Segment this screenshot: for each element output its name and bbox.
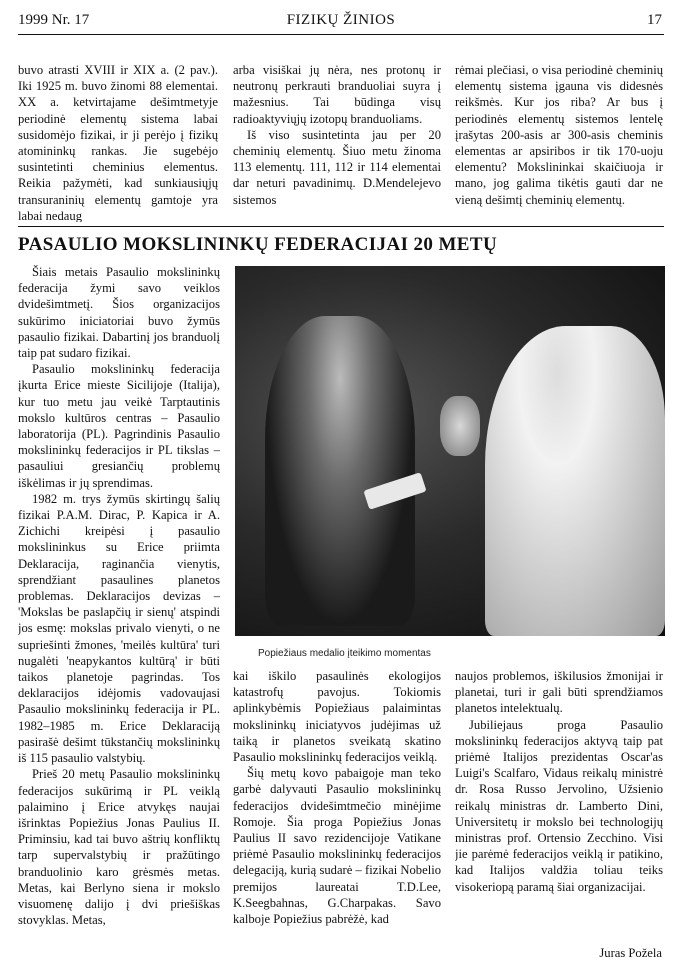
page-number: 17	[647, 12, 662, 28]
article-column-1	[18, 264, 220, 944]
paragraph: Šių metų kovo pabaigoje man teko garbė dalyvauti Pasaulio mokslininkų federacijos dvidešimtmečio minėjime Romoje. Šia proga Popiežius Jonas Paulius II savo rezidencijoje Vatikane priėmė Pasaulio mokslininkų federacijos delegaciją, kurią sudarė – fizikai Nobelio premijos laureatai T.D.Lee, K.Seegbahnas, G.Charpakas. Savo kalboje Popiežius pabrėžė, kad	[233, 766, 441, 927]
photo-figure-left	[265, 316, 415, 626]
paragraph: Iš viso susintetinta jau per 20 cheminių elementų. Šiuo metu žinoma 113 elementų. 111, 112 ir 114 elementai dar neturi pavadinimų. D.Mendelejevo sistemos	[233, 127, 441, 207]
top-column-1	[18, 62, 218, 222]
paragraph: Jubiliejaus proga Pasaulio mokslininkų federacijos aktyvą taip pat priėmė Italijos prezidentas Oscar'as Luigi's Scalfaro, Vidaus reikalų ministrė dr. Rosa Russo Jervolino, Užsienio reikalų ministras dr. Lamberto Dini, Universitetų ir mokslo bei technologijų ministras prof. Ortensio Zecchino. Visi jie parėmė federacijos veiklą ir patikino, kad Italijos valdžia toliau teiks visokeriopą paramą šiai organizacijai.	[455, 717, 663, 894]
top-column-2	[233, 62, 441, 222]
author-signature: Juras Požela	[599, 946, 662, 960]
photo-hand	[440, 396, 480, 456]
article-title: PASAULIO MOKSLININKŲ FEDERACIJAI 20 METŲ	[18, 234, 498, 255]
section-divider	[18, 226, 664, 227]
photo-medal-presentation	[235, 266, 665, 636]
paragraph: buvo atrasti XVIII ir XIX a. (2 pav.). Iki 1925 m. buvo žinomi 88 elementai. XX a. ketvirtajame dešimtmetyje periodinė elementų sistema labai susidomėjo fizikai, ir ji perėjo į fizikų atomininkų rankas. Jie sugebėjo susintetinti cheminius elementus. Reikia pažymėti, kad sunkiausiųjų transuraninių elementų gamtoje yra labai nedaug	[18, 63, 218, 222]
paragraph: rėmai plečiasi, o visa periodinė cheminių elementų sistema įgauna vis didesnės reikšmės. Kur jos riba? Ar bus į periodinės elementų sistemos lentelę įrašytas 200-asis ar 300-asis cheminis elementas ar apsiribos ir tik 170-uoju elementu? Mokslininkai skaičiuoja ir mano, jog galima tikėtis gauti dar ne vieną dešimtį cheminių elementų.	[455, 63, 663, 207]
journal-title: FIZIKŲ ŽINIOS	[286, 12, 396, 28]
paragraph: Šiais metais Pasaulio mokslininkų federacija žymi savo veiklos dvidešimtmetį. Šios organizacijos sukūrimo iniciatoriai buvo žymūs pasaulio fizikai. Dabartinį jos branduolį taip pat sudaro fizikai.	[18, 265, 220, 361]
article-column-2	[233, 668, 441, 944]
photo-figure-right	[485, 326, 665, 636]
paragraph: Pasaulio mokslininkų federacija įkurta Erice mieste Sicilijoje (Italija), kur tuo metu jau veikė Tarptautinis mokslo kultūros centras – Pasaulio laboratorija (PL). Pagrindinis Pasaulio mokslininkų federacijos ir PL tikslas – pasauliui gresiančių problemų iškėlimas ir jų sprendimas.	[18, 362, 220, 490]
paragraph: 1982 m. trys žymūs skirtingų šalių fizikai P.A.M. Dirac, P. Kapica ir A. Zichichi kreipėsi į pasaulio mokslininkus su Erice priimta Deklaracija, raginančia vienytis, sprendžiant pasaulines planetos problemas. Deklaracijos devizas – 'Mokslas be paslapčių ir sienų' atspindi jos esmę: mokslas privalo vienyti, o ne supriešinti žmones, 'meilės kultūra' turi nugalėti 'neapykantos kultūrą' ir būti taikos planetoje pagrindas. Tos deklaracijos idėjomis vadovaujasi Pasaulio mokslininkų federacija ir PL. 1982–1985 m. Erice Deklaraciją pasirašė dešimt tūkstančių mokslininkų iš 115 pasaulio valstybių.	[18, 491, 220, 766]
paragraph: Prieš 20 metų Pasaulio mokslininkų federacijos sukūrimą ir PL veiklą palaimino į Erice atvykęs naujai išrinktas Popiežius Jonas Paulius II. Priminsiu, kad tai buvo aštrių konfliktų tarp supervalstybių ir pražūtingo branduolinio karo grėsmės metas. Metas, kai Berlyno siena ir mokslo visuomenę dalijo į dvi priešiškas stovyklas. Metas,	[18, 767, 220, 928]
article-column-3	[455, 668, 663, 938]
page-header	[18, 8, 664, 35]
paragraph: arba visiškai jų nėra, nes protonų ir neutronų perkrauti branduoliai suyra į mažesnius. Tai būdinga visų radioaktyviųjų izotopų branduoliams.	[233, 63, 441, 126]
paragraph: naujos problemos, iškilusios žmonijai ir planetai, turi ir gali būti sprendžiamos planetos intelektualų.	[455, 669, 663, 716]
paragraph: kai iškilo pasaulinės ekologijos katastrofų pavojus. Tokiomis aplinkybėmis Popiežiaus palaimintas mokslininkų iniciatyvos judėjimas už taiką ir planetos sveikatą skatino Pasaulio mokslininkų federacijos veiklą.	[233, 669, 441, 765]
issue-number: 1999 Nr. 17	[18, 12, 90, 28]
top-column-3	[455, 62, 663, 222]
photo-caption: Popiežiaus medalio įteikimo momentas	[258, 648, 431, 659]
